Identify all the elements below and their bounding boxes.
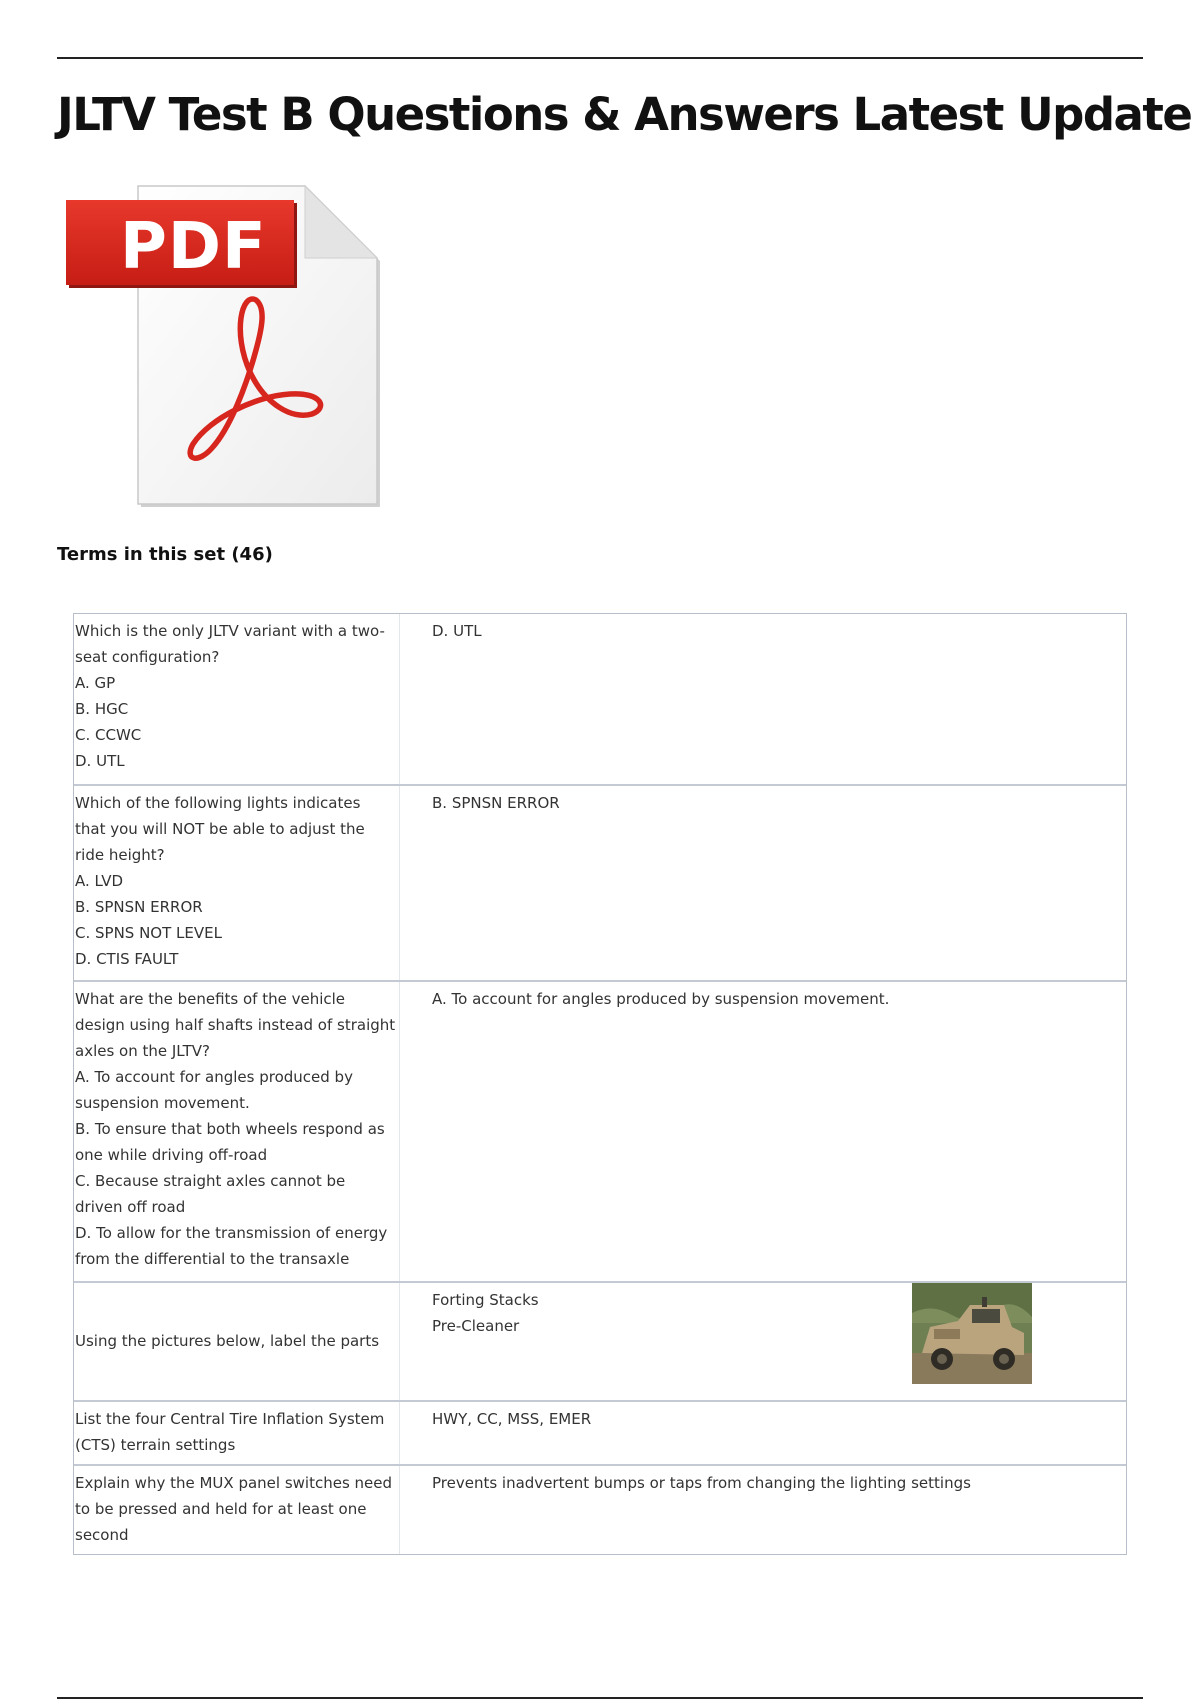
term-answer: Prevents inadvertent bumps or taps from changing the lighting settings — [432, 1474, 971, 1492]
term-answer: Forting Stacks Pre-Cleaner — [400, 1283, 1126, 1400]
term-answer: D. UTL — [432, 622, 482, 640]
term-question: Explain why the MUX panel switches need to be pressed and held for at least one second — [74, 1466, 400, 1554]
table-row — [74, 1400, 1126, 1464]
table-row — [74, 1281, 1126, 1400]
terms-heading: Terms in this set (46) — [57, 544, 273, 565]
term-question: What are the benefits of the vehicle design using half shafts instead of straight axles on the JLTV? A. To account for angles produced by suspension movement. B. To ensure that both wheels respond as one while driving off-road C. Because straight axles cannot be driven off road D. To allow for the transmission of energy from the differential to the transaxle — [74, 982, 400, 1281]
term-answer: HWY, CC, MSS, EMER — [432, 1410, 592, 1428]
table-row — [74, 980, 1126, 1281]
term-question: Using the pictures below, label the parts — [74, 1283, 400, 1400]
term-answer: A. To account for angles produced by suspension movement. — [432, 990, 890, 1008]
term-question: Which of the following lights indicates that you will NOT be able to adjust the ride height? A. LVD B. SPNSN ERROR C. SPNS NOT LEVEL D. CTIS FAULT — [74, 786, 400, 980]
pdf-badge-text: PDF — [120, 210, 267, 284]
jltv-vehicle-photo — [912, 1283, 1032, 1384]
top-rule — [57, 57, 1143, 59]
table-row — [74, 1464, 1126, 1554]
pdf-file-icon — [60, 182, 390, 512]
table-row — [74, 784, 1126, 980]
bottom-rule — [57, 1697, 1143, 1699]
table-row — [74, 614, 1126, 784]
term-answer: B. SPNSN ERROR — [432, 794, 560, 812]
term-question: Which is the only JLTV variant with a two- seat configuration? A. GP B. HGC C. CCWC D. UTL — [74, 614, 400, 784]
terms-table — [73, 613, 1127, 1555]
document-title: JLTV Test B Questions & Answers Latest Update — [57, 88, 1192, 141]
term-question: List the four Central Tire Inflation System (CTS) terrain settings — [74, 1402, 400, 1464]
